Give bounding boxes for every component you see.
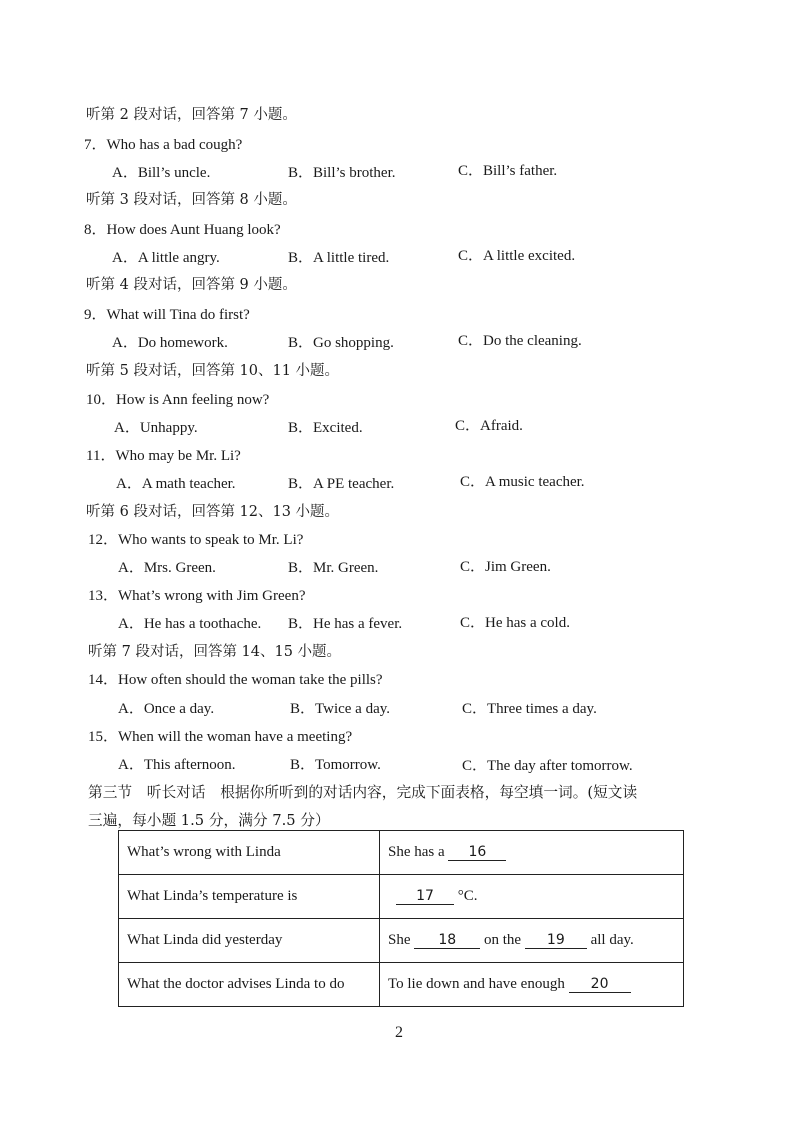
answer-blank: 20 [569, 977, 631, 993]
option-a: A．A math teacher. [116, 476, 236, 492]
table-row [119, 875, 684, 919]
instruction: 听第 4 段对话，回答第 9 小题。 [86, 277, 297, 293]
row-answer: 17 °C. [380, 875, 684, 919]
table-row [119, 831, 684, 875]
option-b: B．Mr. Green. [288, 560, 379, 576]
option-c: C．A little excited. [458, 248, 576, 264]
option-a: A．Bill’s uncle. [112, 165, 211, 181]
answer-blank: 18 [414, 933, 480, 949]
option-b: B．A little tired. [288, 250, 390, 266]
option-c: C．Three times a day. [462, 701, 597, 717]
instruction: 听第 6 段对话，回答第 12、13 小题。 [86, 504, 340, 520]
option-a: A．Do homework. [112, 335, 228, 351]
question: 10．How is Ann feeling now? [86, 392, 270, 408]
answer-blank: 19 [525, 933, 587, 949]
question: 14．How often should the woman take the pills? [88, 672, 383, 688]
option-a: A．A little angry. [112, 250, 220, 266]
question: 11．Who may be Mr. Li? [86, 448, 241, 464]
option-b: B．Bill’s brother. [288, 165, 396, 181]
option-a: A．He has a toothache. [118, 616, 262, 632]
option-b: B．A PE teacher. [288, 476, 395, 492]
option-a: A．Mrs. Green. [118, 560, 216, 576]
option-b: B．Tomorrow. [290, 757, 381, 773]
row-label: What the doctor advises Linda to do [119, 963, 380, 1007]
option-c: C．Bill’s father. [458, 163, 558, 179]
option-c: C．Jim Green. [460, 559, 551, 575]
option-c: C．Afraid. [455, 418, 523, 434]
instruction: 听第 7 段对话，回答第 14、15 小题。 [88, 644, 342, 660]
option-b: B．Go shopping. [288, 335, 394, 351]
option-c: C．Do the cleaning. [458, 333, 582, 349]
question: 12．Who wants to speak to Mr. Li? [88, 532, 304, 548]
answer-table [118, 830, 684, 1007]
table-row [119, 919, 684, 963]
answer-blank: 16 [448, 845, 506, 861]
instruction: 听第 3 段对话，回答第 8 小题。 [86, 192, 297, 208]
part3-instruction: 第三节 听长对话 根据你所听到的对话内容，完成下面表格，每空填一词。(短文读 [88, 784, 638, 801]
question: 15．When will the woman have a meeting? [88, 729, 353, 745]
question: 9．What will Tina do first? [84, 307, 250, 323]
option-b: B．He has a fever. [288, 616, 403, 632]
row-answer: She has a 16 [380, 831, 684, 875]
question: 13．What’s wrong with Jim Green? [88, 588, 306, 604]
option-c: C．The day after tomorrow. [462, 758, 633, 774]
question: 7．Who has a bad cough? [84, 137, 243, 153]
question: 8．How does Aunt Huang look? [84, 222, 281, 238]
instruction: 听第 2 段对话，回答第 7 小题。 [86, 107, 297, 123]
row-answer: She 18 on the 19 all day. [380, 919, 684, 963]
row-label: What Linda’s temperature is [119, 875, 380, 919]
option-a: A．Once a day. [118, 701, 215, 717]
part3-instruction-cont: 三遍，每小题 1.5 分，满分 7.5 分） [88, 812, 330, 829]
row-answer: To lie down and have enough 20 [380, 963, 684, 1007]
option-b: B．Excited. [288, 420, 363, 436]
table-row [119, 963, 684, 1007]
option-a: A．This afternoon. [118, 757, 236, 773]
row-label: What Linda did yesterday [119, 919, 380, 963]
instruction: 听第 5 段对话，回答第 10、11 小题。 [86, 363, 340, 379]
row-label: What’s wrong with Linda [119, 831, 380, 875]
option-b: B．Twice a day. [290, 701, 391, 717]
option-c: C．He has a cold. [460, 615, 570, 631]
answer-blank: 17 [396, 889, 454, 905]
option-c: C．A music teacher. [460, 474, 585, 490]
page-number: 2 [395, 1024, 403, 1041]
option-a: A．Unhappy. [114, 420, 198, 436]
